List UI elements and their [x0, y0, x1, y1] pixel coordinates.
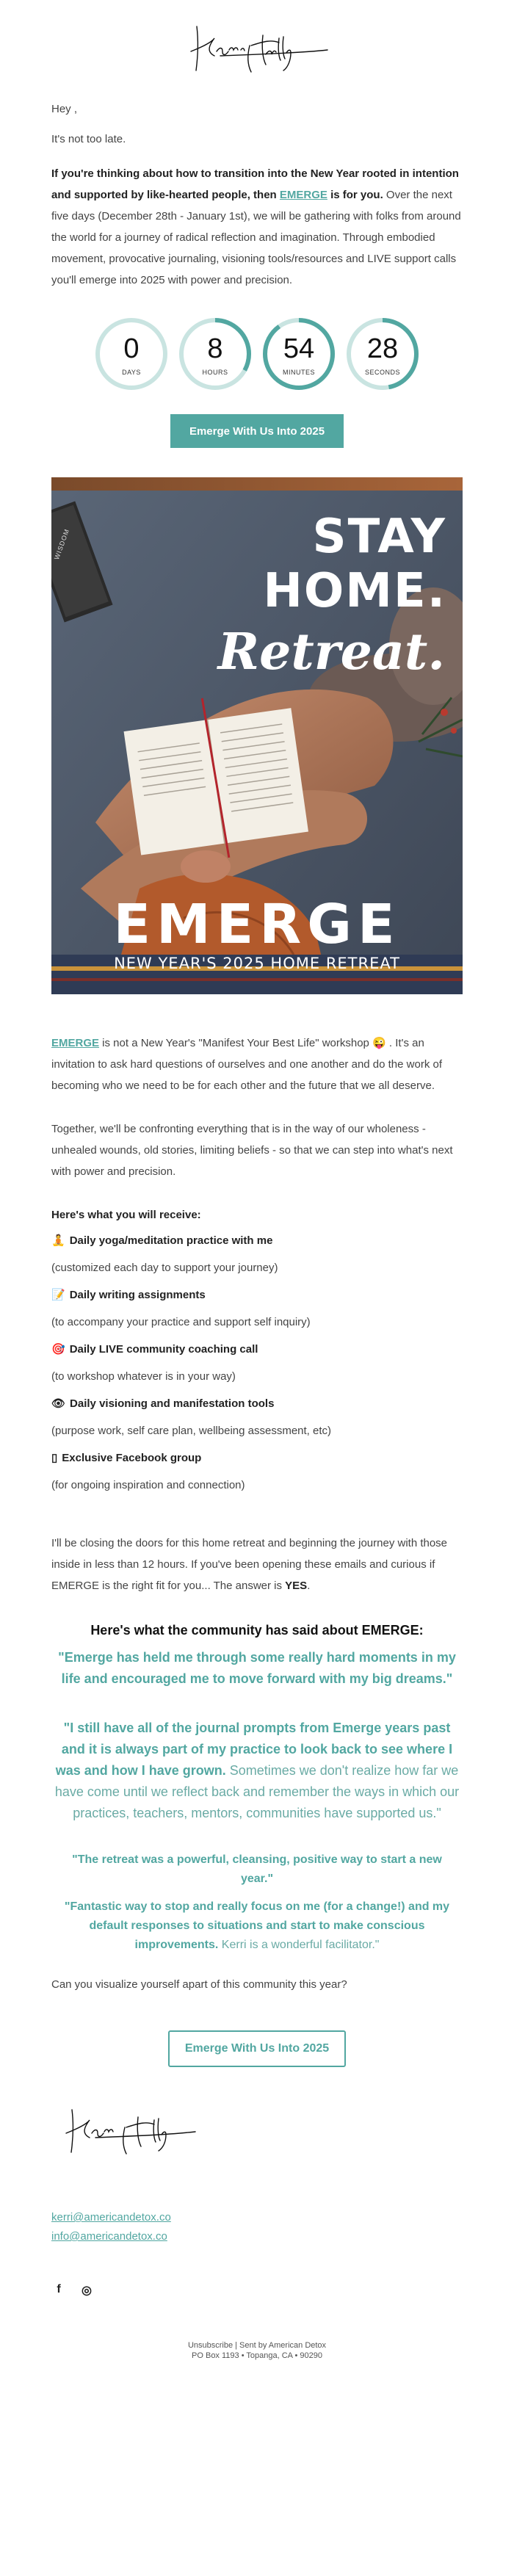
receive-item: [51, 1447, 463, 1469]
hero-subtitle: NEW YEAR'S 2025 HOME RETREAT: [114, 955, 400, 972]
receive-item-icon: 🎯: [51, 1343, 65, 1356]
receive-item: [51, 1284, 463, 1306]
hero-book-spine: WISDOM: [53, 527, 71, 561]
greeting: Hey ,: [51, 103, 78, 115]
countdown-timer: [0, 316, 514, 392]
countdown-value: 0: [123, 333, 140, 364]
testimonial-4-bold: "Fantastic way to stop and really focus on me (for a change!) and my default responses to situations and start to make conscious improvements.: [64, 1900, 450, 1951]
receive-item-sub: (customized each day to support your journey): [51, 1262, 278, 1274]
about-text-a: is not a New Year's "Manifest Your Best Life" workshop: [99, 1037, 373, 1049]
testimonial-1: "Emerge has held me through some really hard moments in my life and encouraged me to move forward with my big dreams.": [58, 1650, 456, 1686]
lead-body: Over the next five days (December 28th - January 1st), we will be gathering with folks from around the world for a journey of radical reflection and imagination. Through embodied movement, provocative journaling, visioning tools/resources and LIVE support calls you'll emerge into 2025 with power and precision.: [51, 189, 461, 286]
testimonial-2-bold: "I still have all of the journal prompts from Emerge years past and it is always part of my practice to look back to see where I was and how I have grown.: [55, 1721, 453, 1778]
about-text-b: . It's an invitation to ask hard questions of ourselves and one another and do the work of becoming who we need to be for each other and the future that we all deserve.: [51, 1037, 443, 1092]
receive-item-title: Daily visioning and manifestation tools: [70, 1397, 275, 1410]
lead-bold-1: If you're thinking about how to transition into the New Year rooted in intention and supported by like-hearted people, then: [51, 167, 459, 201]
lead-paragraph: [51, 163, 463, 291]
intro-line: It's not too late.: [51, 133, 126, 145]
hero-image: [51, 477, 463, 994]
receive-item-title: Daily LIVE community coaching call: [69, 1343, 258, 1356]
receive-item-sub: (for ongoing inspiration and connection): [51, 1479, 245, 1491]
receive-item-title: Exclusive Facebook group: [62, 1452, 202, 1464]
email-link-kerri[interactable]: kerri@americandetox.co: [51, 2211, 171, 2224]
emerge-link[interactable]: EMERGE: [279, 189, 327, 201]
countdown-label: MINUTES: [283, 369, 315, 376]
receive-item-sub: (purpose work, self care plan, wellbeing assessment, etc): [51, 1425, 332, 1437]
receive-item: [51, 1339, 463, 1360]
receive-item-icon: ▯: [51, 1452, 58, 1464]
countdown-label: DAYS: [122, 369, 141, 376]
emerge-cta-button[interactable]: Emerge With Us Into 2025: [170, 414, 344, 448]
lead-bold-2: is for you.: [327, 189, 383, 201]
unsubscribe-line[interactable]: Unsubscribe | Sent by American Detox: [187, 2341, 327, 2350]
email-link-info[interactable]: info@americandetox.co: [51, 2230, 167, 2243]
countdown-days: [93, 316, 170, 392]
receive-list: [51, 1230, 463, 1496]
countdown-value: 8: [207, 333, 223, 364]
hero-line-3: Retreat.: [217, 623, 445, 681]
receive-item-title: Daily writing assignments: [69, 1289, 206, 1301]
signature-logo: [176, 13, 338, 79]
social-links: [51, 2283, 463, 2298]
hero-line-1: STAY: [312, 510, 446, 564]
testimonial-4: [51, 1897, 463, 1955]
receive-item-icon: 👁: [51, 1397, 66, 1410]
receive-heading: [51, 1204, 463, 1226]
countdown-label: SECONDS: [364, 369, 400, 376]
together-paragraph: Together, we'll be confronting everything that is in the way of our wholeness - unhealed wounds, old stories, limiting beliefs - so that we can step into what's next with power and precision.: [51, 1123, 453, 1178]
receive-item-icon: 📝: [51, 1289, 65, 1301]
testimonial-4-soft: Kerri is a wonderful facilitator.": [218, 1939, 380, 1951]
receive-item-title: Daily yoga/meditation practice with me: [69, 1234, 273, 1247]
question-line: Can you visualize yourself apart of this community this year?: [51, 1978, 347, 1991]
email-body: [0, 13, 514, 2361]
testimonial-2-soft: Sometimes we don't realize how far we have come until we reflect back and remember the ways in which our practices, teachers, mentors, communities have supported us.": [54, 1763, 460, 1820]
footer: [0, 2340, 514, 2361]
countdown-seconds: [344, 316, 421, 392]
receive-item: [51, 1230, 463, 1251]
closing-text: I'll be closing the doors for this home retreat and beginning the journey with those inside in less than 12 hours. If you've been opening these emails and curious if EMERGE is the right fit for you... The answer is: [51, 1537, 448, 1592]
receive-item-sub: (to workshop whatever is in your way): [51, 1370, 236, 1383]
testimonial-2: [51, 1718, 463, 1824]
facebook-icon[interactable]: f: [57, 2283, 61, 2295]
receive-item-icon: 🧘: [51, 1234, 65, 1247]
countdown-value: 54: [283, 333, 315, 364]
address-line: PO Box 1193 • Topanga, CA • 90290: [192, 2351, 322, 2360]
testimonial-3: "The retreat was a powerful, cleansing, positive way to start a new year.": [72, 1853, 442, 1885]
winking-emoji-icon: 😜: [372, 1037, 386, 1049]
closing-yes: YES: [285, 1580, 308, 1592]
about-paragraph: [51, 1032, 463, 1096]
hero-brand: EMERGE: [113, 893, 401, 956]
instagram-icon[interactable]: ◎: [82, 2284, 92, 2297]
hero-line-2: HOME.: [263, 564, 446, 618]
countdown-label: HOURS: [202, 369, 228, 376]
closing-paragraph: [51, 1533, 463, 1596]
receive-item: [51, 1393, 463, 1414]
countdown-value: 28: [366, 333, 399, 364]
signature-footer: [51, 2099, 213, 2158]
countdown-minutes: [261, 316, 337, 392]
receive-heading-text: Here's what you will receive:: [51, 1209, 201, 1221]
receive-item-sub: (to accompany your practice and support self inquiry): [51, 1316, 311, 1328]
community-heading: Here's what the community has said about EMERGE:: [90, 1623, 424, 1638]
emerge-link-2[interactable]: EMERGE: [51, 1037, 100, 1049]
closing-end: .: [307, 1580, 311, 1592]
emerge-cta-outline-button[interactable]: Emerge With Us Into 2025: [168, 2030, 346, 2067]
countdown-hours: [177, 316, 253, 392]
